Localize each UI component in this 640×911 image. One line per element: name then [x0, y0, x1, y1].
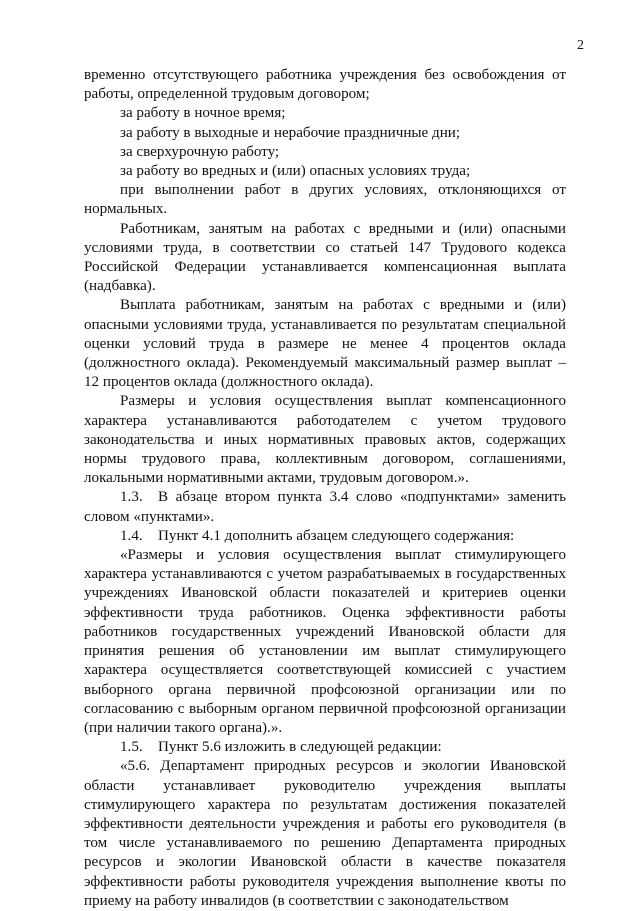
document-body [84, 66, 566, 911]
paragraph-text: В абзаце втором пункта 3.4 слово «подпунктами» заменить словом «пунктами». [84, 489, 566, 525]
paragraph-number: 1.4. [120, 527, 143, 544]
list-item: при выполнении работ в других условиях, отклоняющихся от нормальных. [84, 182, 566, 218]
paragraph-number: 1.3. [120, 489, 143, 506]
list-item: за работу в выходные и нерабочие праздничные дни; [120, 124, 461, 141]
quoted-paragraph: «5.6. Департамент природных ресурсов и экологии Ивановской области устанавливает руководителю учреждения выплаты стимулирующего характера по результатам достижения показателей эффективности деятельности учреждения и работы его руководителя (в том числе устанавливаемого по решению Департамента природных ресурсов и экологии Ивановской области в качестве показателя эффективности работы руководителя учреждения выполнение квоты по приему на работу инвалидов (в соответствии с законодательством [84, 758, 566, 909]
paragraph-number: 1.5. [120, 739, 143, 756]
paragraph-text: Пункт 4.1 дополнить абзацем следующего содержания: [158, 527, 515, 544]
paragraph: Выплата работникам, занятым на работах с вредными и (или) опасными условиями труда, устанавливается по результатам специальной оценки условий труда в размере не менее 4 процентов оклада (должностного оклада). Рекомендуемый максимальный размер выплат – 12 процентов оклада (должностного оклада). [84, 297, 566, 391]
paragraph: Размеры и условия осуществления выплат компенсационного характера устанавливаются работодателем с учетом трудового законодательства и иных нормативных правовых актов, содержащих нормы трудового права, коллективным договором, соглашениями, локальными нормативными актами, трудовым договором.». [84, 393, 566, 487]
list-item: за сверхурочную работу; [120, 143, 280, 160]
numbered-paragraph [84, 488, 566, 526]
paragraph-text: Пункт 5.6 изложить в следующей редакции: [158, 739, 442, 756]
numbered-paragraph [84, 527, 566, 546]
numbered-paragraph [84, 738, 566, 757]
page-number: 2 [577, 38, 584, 53]
quoted-paragraph: «Размеры и условия осуществления выплат стимулирующего характера устанавливаются с учетом разрабатываемых в государственных учреждениях Ивановской области показателей и критериев оценки эффективности труда работников. Оценка эффективности работы работников государственных учреждений Ивановской области для принятия решения об установлении им выплат стимулирующего характера осуществляется соответствующей комиссией с участием выборного органа первичной профсоюзной организации или по согласованию с выборным органом первичной профсоюзной организации (при наличии такого органа).». [84, 547, 566, 736]
paragraph: временно отсутствующего работника учреждения без освобождения от работы, определенной трудовым договором; [84, 67, 566, 103]
paragraph: Работникам, занятым на работах с вредными и (или) опасными условиями труда, в соответствии со статьей 147 Трудового кодекса Российской Федерации устанавливается компенсационная выплата (надбавка). [84, 220, 566, 295]
list-item: за работу в ночное время; [120, 105, 286, 122]
list-item: за работу во вредных и (или) опасных условиях труда; [120, 163, 471, 180]
